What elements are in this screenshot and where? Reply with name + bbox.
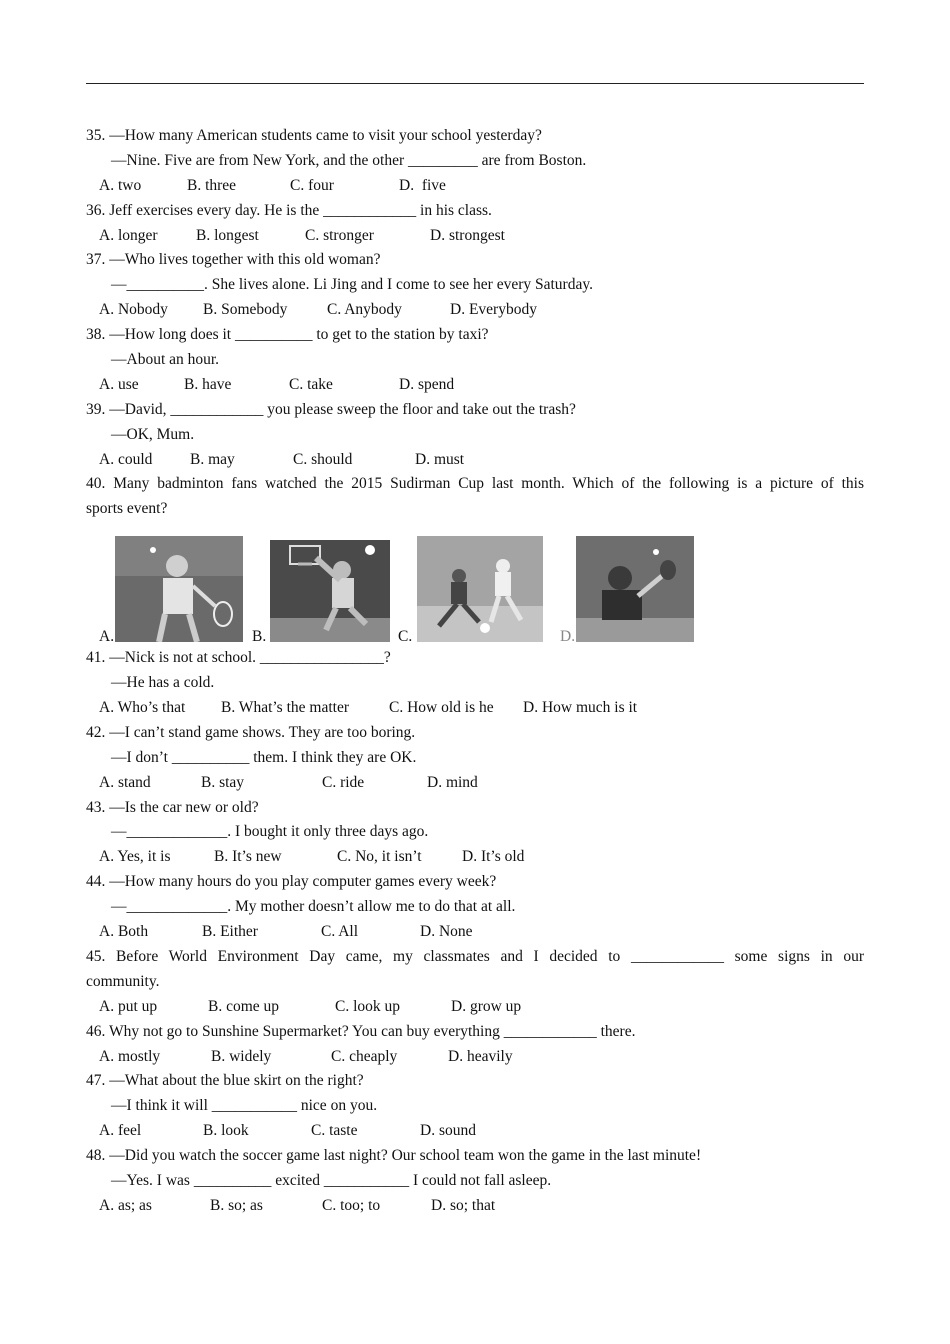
question-48-options — [86, 1194, 864, 1219]
option-d[interactable]: D. grow up — [451, 997, 522, 1015]
option-c[interactable]: C. taste — [311, 1122, 358, 1140]
option-a[interactable]: A. put up — [99, 997, 158, 1015]
picture-options — [86, 522, 864, 646]
option-d[interactable]: D. sound — [420, 1122, 476, 1140]
option-a[interactable]: A. feel — [99, 1122, 142, 1140]
question-42-reply: —I don’t __________ them. I think they are OK. — [111, 748, 417, 766]
question-36 — [86, 199, 864, 249]
question-44-stem: 44. —How many hours do you play computer games every week? — [86, 873, 497, 891]
option-c[interactable]: C. cheaply — [331, 1047, 398, 1065]
question-35-stem: 35. —How many American students came to visit your school yesterday? — [86, 127, 542, 144]
question-41 — [86, 646, 864, 721]
option-b[interactable]: B. have — [184, 375, 232, 393]
question-35 — [86, 124, 864, 199]
question-43-options — [86, 845, 864, 870]
option-c[interactable]: C. four — [290, 176, 334, 194]
option-b[interactable]: B. longest — [196, 226, 259, 244]
question-36-stem: 36. Jeff exercises every day. He is the ____________ in his class. — [86, 201, 492, 219]
basketball-dunk-photo[interactable] — [270, 540, 390, 642]
picture-label-a[interactable]: A. — [99, 628, 115, 646]
question-47-options — [86, 1119, 864, 1144]
question-39 — [86, 398, 864, 473]
question-44-reply: —_____________. My mother doesn’t allow me to do that at all. — [111, 898, 516, 916]
option-b[interactable]: B. It’s new — [214, 848, 282, 866]
option-d[interactable]: D. must — [415, 450, 465, 468]
option-b[interactable]: B. so; as — [210, 1196, 263, 1214]
header-rule — [86, 83, 864, 84]
question-44 — [86, 870, 864, 945]
option-b[interactable]: B. widely — [211, 1047, 272, 1065]
option-d[interactable]: D. heavily — [448, 1047, 513, 1065]
question-42 — [86, 721, 864, 796]
option-d[interactable]: D. How much is it — [523, 699, 638, 717]
question-36-options — [86, 224, 864, 249]
question-40-stem-cont: sports event? — [86, 500, 168, 518]
option-c[interactable]: C. All — [321, 923, 359, 941]
question-43 — [86, 796, 864, 871]
question-38-options — [86, 373, 864, 398]
option-d[interactable]: D. spend — [399, 375, 455, 393]
picture-label-b[interactable]: B. — [252, 628, 267, 646]
option-a[interactable]: A. longer — [99, 226, 158, 244]
table-tennis-player-photo[interactable] — [576, 536, 694, 642]
question-41-options — [86, 696, 864, 721]
question-37 — [86, 248, 864, 323]
option-c[interactable]: C. ride — [322, 773, 365, 791]
question-39-reply: —OK, Mum. — [111, 425, 195, 443]
question-40-stem: 40. Many badminton fans watched the 2015 Sudirman Cup last month. Which of the following is a picture of this — [86, 475, 864, 493]
option-b[interactable]: B. come up — [208, 997, 280, 1015]
question-38-stem: 38. —How long does it __________ to get to the station by taxi? — [86, 326, 489, 344]
option-d[interactable]: D. Everybody — [450, 301, 537, 319]
question-48 — [86, 1144, 864, 1219]
option-a[interactable]: A. two — [99, 176, 142, 194]
option-d[interactable]: D. None — [420, 923, 473, 941]
question-45-stem-cont: community. — [86, 972, 160, 990]
question-44-options — [86, 920, 864, 945]
question-47-stem: 47. —What about the blue skirt on the right? — [86, 1072, 364, 1090]
option-b[interactable]: B. What’s the matter — [221, 699, 349, 717]
option-b[interactable]: B. stay — [201, 773, 245, 791]
option-b[interactable]: B. may — [190, 450, 235, 468]
question-45-options — [86, 995, 864, 1020]
option-d[interactable]: D. strongest — [430, 226, 505, 244]
option-d[interactable]: D. so; that — [431, 1196, 496, 1214]
option-b[interactable]: B. Either — [202, 923, 258, 941]
option-c[interactable]: C. stronger — [305, 226, 374, 244]
question-39-stem: 39. —David, ____________ you please sweep the floor and take out the trash? — [86, 400, 576, 418]
question-41-reply: —He has a cold. — [111, 674, 215, 692]
question-46-options — [86, 1045, 864, 1070]
option-a[interactable]: A. could — [99, 450, 153, 468]
question-38-reply: —About an hour. — [111, 351, 220, 369]
option-a[interactable]: A. stand — [99, 773, 151, 791]
question-39-options — [86, 448, 864, 473]
option-d[interactable]: D. mind — [427, 773, 478, 791]
option-a[interactable]: A. use — [99, 375, 139, 393]
option-a[interactable]: A. as; as — [99, 1196, 152, 1214]
option-d[interactable]: D. It’s old — [462, 848, 525, 866]
picture-label-c[interactable]: C. — [398, 628, 413, 646]
option-c[interactable]: C. too; to — [322, 1196, 381, 1214]
question-48-stem: 48. —Did you watch the soccer game last night? Our school team won the game in the last minute! — [86, 1147, 702, 1165]
question-43-stem: 43. —Is the car new or old? — [86, 798, 259, 816]
option-a[interactable]: A. mostly — [99, 1047, 161, 1065]
question-47-reply: —I think it will ___________ nice on you. — [111, 1097, 378, 1115]
question-37-options — [86, 298, 864, 323]
question-45 — [86, 945, 864, 1020]
question-list — [86, 124, 864, 1219]
question-42-options — [86, 771, 864, 796]
option-d[interactable]: D. five — [399, 176, 446, 194]
option-a[interactable]: A. Both — [99, 923, 149, 941]
soccer-players-photo[interactable] — [417, 536, 543, 642]
question-42-stem: 42. —I can’t stand game shows. They are too boring. — [86, 723, 416, 741]
question-46-stem: 46. Why not go to Sunshine Supermarket? You can buy everything ____________ there. — [86, 1022, 636, 1040]
option-b[interactable]: B. look — [203, 1122, 249, 1140]
question-38 — [86, 323, 864, 398]
option-c[interactable]: C. Anybody — [327, 301, 402, 319]
question-35-options — [86, 174, 864, 199]
question-47 — [86, 1069, 864, 1144]
option-c[interactable]: C. look up — [335, 997, 401, 1015]
question-37-reply: —__________. She lives alone. Li Jing and I come to see her every Saturday. — [111, 276, 593, 294]
question-37-stem: 37. —Who lives together with this old woman? — [86, 251, 381, 269]
question-46 — [86, 1020, 864, 1070]
question-43-reply: —_____________. I bought it only three days ago. — [111, 823, 429, 841]
option-c[interactable]: C. How old is he — [389, 699, 494, 717]
option-b[interactable]: B. three — [187, 176, 237, 194]
option-a[interactable]: A. Yes, it is — [99, 848, 171, 866]
option-c[interactable]: C. take — [289, 375, 333, 393]
question-48-reply: —Yes. I was __________ excited ___________ I could not fall asleep. — [111, 1171, 552, 1189]
question-45-stem: 45. Before World Environment Day came, my classmates and I decided to ____________ some signs in our — [86, 947, 864, 965]
question-41-stem: 41. —Nick is not at school. ________________? — [86, 649, 391, 667]
option-c[interactable]: C. No, it isn’t — [337, 848, 422, 866]
option-a[interactable]: A. Nobody — [99, 301, 168, 319]
option-b[interactable]: B. Somebody — [203, 301, 288, 319]
option-c[interactable]: C. should — [293, 450, 353, 468]
question-40 — [86, 472, 864, 646]
badminton-player-photo[interactable] — [115, 536, 243, 642]
question-35-reply: —Nine. Five are from New York, and the other _________ are from Boston. — [111, 151, 587, 169]
option-a[interactable]: A. Who’s that — [99, 699, 186, 717]
picture-label-d[interactable]: D. — [560, 628, 576, 646]
